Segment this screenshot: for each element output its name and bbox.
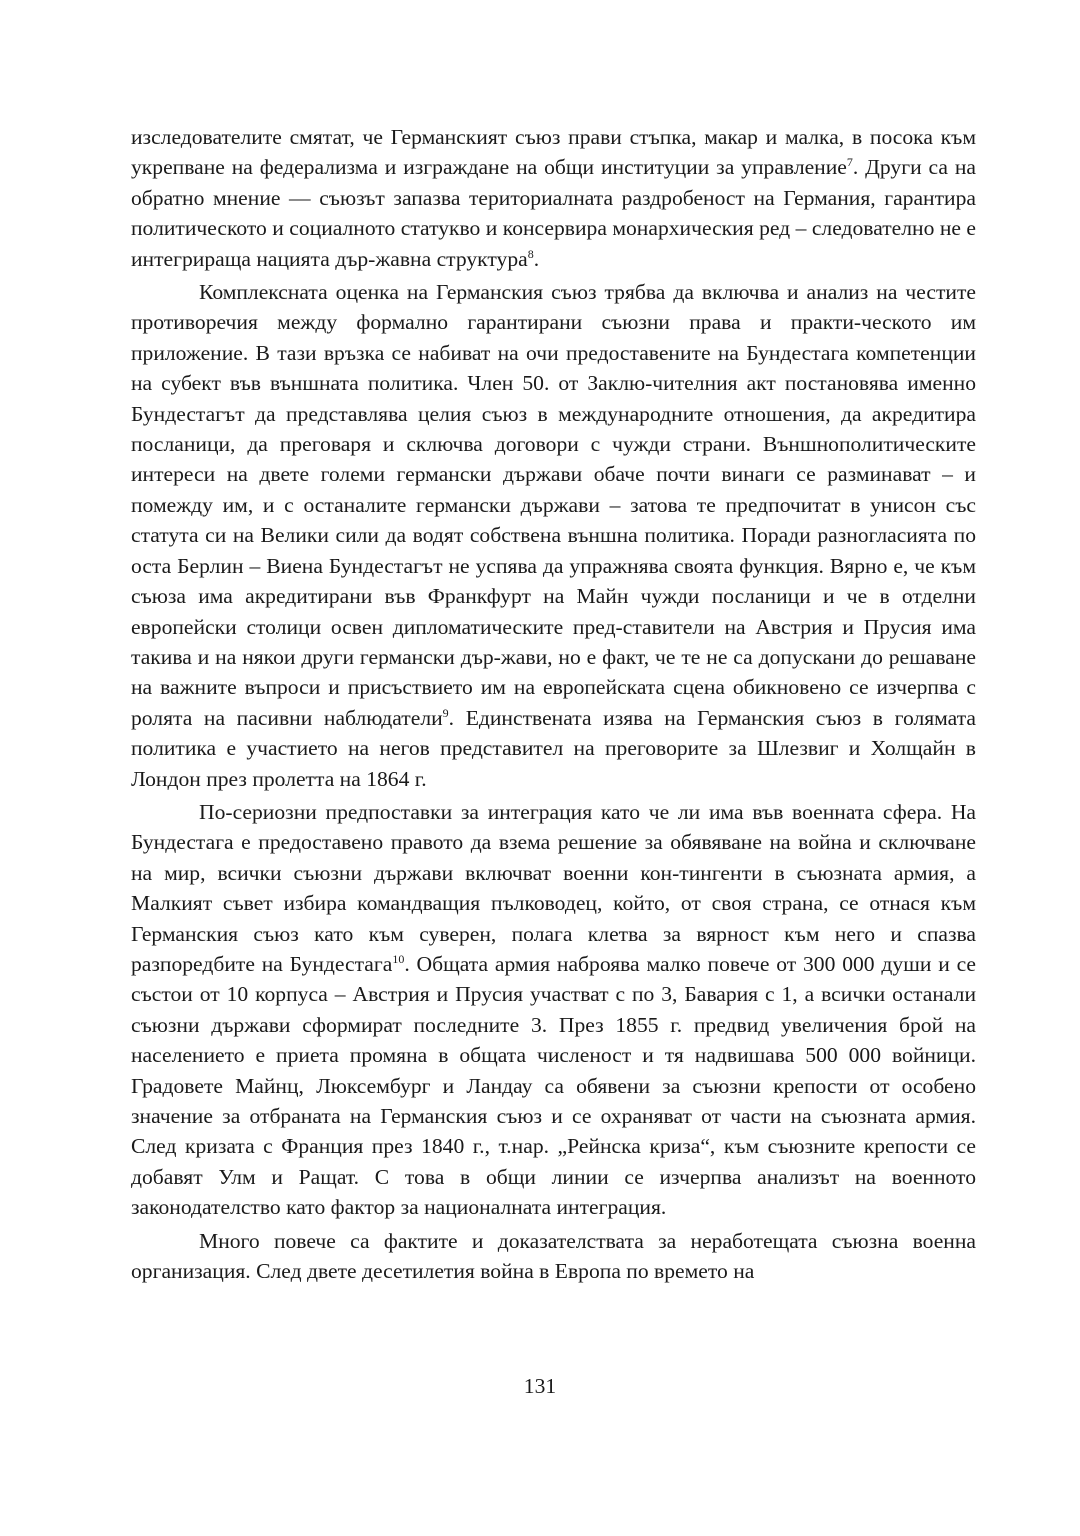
text-run: . Други са на обратно мнение — съюзът запазва териториалната раздробеност на Германия, гарантира политическото и социалното статукво и консервира монархическия ред – следователно не е интегрираща нацията дър-жавна структура xyxy=(131,155,976,271)
text-run: Много повече са фактите и доказателствата за неработещата съюзна военна организация. След двете десетилетия война в Европа по времето на xyxy=(131,1228,976,1284)
footnote-ref-9[interactable]: 9 xyxy=(442,705,449,720)
paragraph-1 xyxy=(131,122,976,274)
body-text xyxy=(131,122,976,1286)
page-number: 131 xyxy=(523,1374,557,1398)
text-run: . xyxy=(533,246,540,271)
paragraph-2 xyxy=(131,277,976,794)
footnote-ref-7[interactable]: 7 xyxy=(846,155,853,170)
text-run: Комплексната оценка на Германския съюз трябва да включва и анализ на честите противоречия между формално гарантирани съюзни права и практи-ческото им приложение. В тази връзка се набиват на очи предоставените на Бундестага компетенции на субект във външната политика. Член 50. от Заклю-чителния акт постановява именно Бундестагът да представлява целия съюз в международните отношения, да акредитира посланици, да преговаря и сключва договори с чужди страни. Външнополитическите интереси на двете големи германски държави обаче почти винаги се разминават – и помежду им, и с останалите германски държави – затова те предпочитат в унисон със статута си на Велики сили да водят собствена външна политика. Поради разногласията по оста Берлин – Виена Бундестагът не успява да упражнява своята функция. Вярно е, че към съюза има акредитирани във Франкфурт на Майн чужди посланици и че в отделни европейски столици освен дипломатическите пред-ставители на Австрия и Прусия има такива и на някои други германски дър-жави, но е факт, че те не са допускани до решаване на важните въпроси и присъствието им на европейската сцена обикновено се изчерпва с ролята на пасивни наблюдатели xyxy=(131,280,976,730)
text-run: . Единствената изява на Германския съюз в голямата политика е участието на негов представител на преговорите за Шлезвиг и Холщайн в Лондон през пролетта на 1864 г. xyxy=(131,705,976,791)
text-run: По-сериозни предпоставки за интеграция като че ли има във военната сфера. На Бундестага е предоставено правото да взема решение за обявяване на война и сключване на мир, всички съюзни държави включват военни кон-тингенти в съюзната армия, а Малкият съвет избира командващия пълководец, който, от своя страна, се отнася към Германския съюз като към суверен, полага клетва за вярност към него и спазва разпоредбите на Бундестага xyxy=(131,799,976,976)
text-run: . Общата армия наброява малко повече от 300 000 души и се състои от 10 корпуса – Австрия и Прусия участват с по 3, Бавария с 1, а всички останали съюзни държави сформират последните 3. През 1855 г. предвид увеличения брой на населението е приета промяна в общата численост и тя надвишава 500 000 войници. Градовете Майнц, Люксембург и Ландау са обявени за съюзни крепости от особено значение за отбраната на Германския съюз и се охраняват от части на съюзната армия. След кризата с Франция през 1840 г., т.нар. „Рейнска криза“, към съюзните крепости се добавят Улм и Ращат. С това в общи линии се изчерпва анализът на военното законодателство като фактор за националната интеграция. xyxy=(131,951,977,1220)
paragraph-3 xyxy=(131,797,976,1223)
text-run: изследователите смятат, че Германският съюз прави стъпка, макар и малка, в посока към укрепване на федерализма и изграждане на общи институции за управление xyxy=(131,125,976,180)
footnote-ref-8[interactable]: 8 xyxy=(527,246,534,261)
footnote-ref-10[interactable]: 10 xyxy=(392,951,405,966)
paragraph-4 xyxy=(131,1226,976,1287)
